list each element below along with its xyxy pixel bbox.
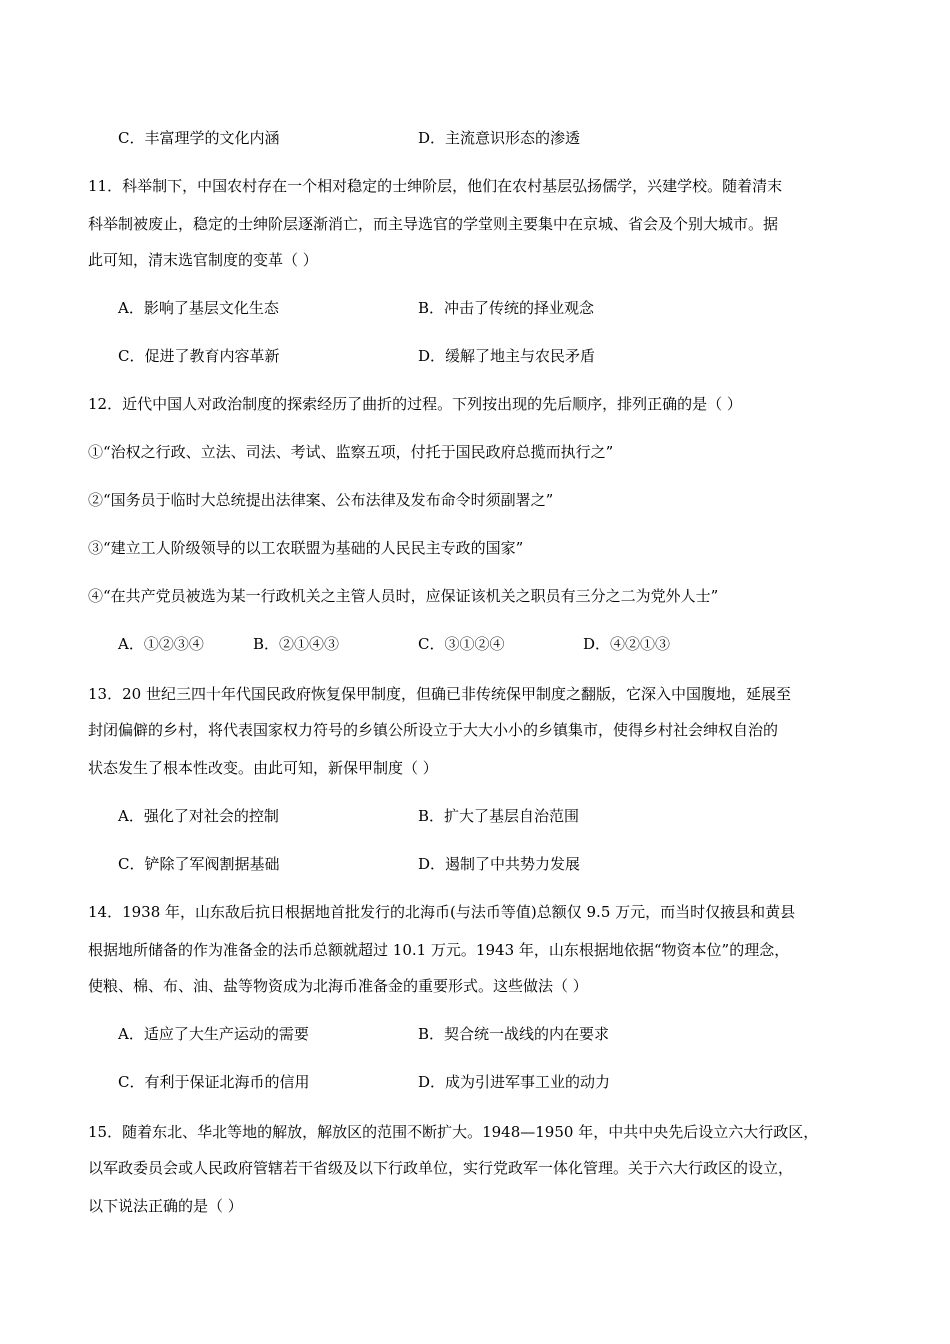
q12-option-d: D．④②①③ xyxy=(583,635,671,653)
q10-option-d: D．主流意识形态的渗透 xyxy=(418,129,581,147)
q15-stem-line-2: 以军政委员会或人民政府管辖若干省级及以下行政单位，实行党政军一体化管理。关于六大行政区的设立， xyxy=(88,1159,794,1177)
q12-item-3: ③“建立工人阶级领导的以工农联盟为基础的人民民主专政的国家” xyxy=(88,539,524,557)
q12-item-4: ④“在共产党员被选为某一行政机关之主管人员时，应保证该机关之职员有三分之二为党外人士” xyxy=(88,587,719,605)
q13-stem-line-1: 13．20 世纪三四十年代国民政府恢复保甲制度，但确已非传统保甲制度之翻版，它深入中国腹地，延展至 xyxy=(88,685,791,703)
q12-option-a: A．①②③④ xyxy=(118,635,204,653)
q12-option-c: C．③①②④ xyxy=(418,635,505,653)
q14-option-c: C．有利于保证北海币的信用 xyxy=(118,1073,310,1091)
q13-option-b: B．扩大了基层自治范围 xyxy=(418,807,580,825)
q12-item-1: ①“治权之行政、立法、司法、考试、监察五项，付托于国民政府总揽而执行之” xyxy=(88,443,614,461)
q14-stem-line-3: 使粮、棉、布、油、盐等物资成为北海币准备金的重要形式。这些做法（ ） xyxy=(88,977,588,995)
q11-stem-line-2: 科举制被废止，稳定的士绅阶层逐渐消亡，而主导选官的学堂则主要集中在京城、省会及个别大城市。据 xyxy=(88,215,779,233)
q14-stem-line-1: 14．1938 年，山东敌后抗日根据地首批发行的北海币(与法币等值)总额仅 9.5 万元，而当时仅掖县和黄县 xyxy=(88,903,796,921)
q12-item-2: ②“国务员于临时大总统提出法律案、公布法律及发布命令时须副署之” xyxy=(88,491,554,509)
q15-stem-line-1: 15．随着东北、华北等地的解放，解放区的范围不断扩大。1948—1950 年，中共中央先后设立六大行政区， xyxy=(88,1123,819,1141)
q12-option-b: B．②①④③ xyxy=(253,635,340,653)
q14-option-d: D．成为引进军事工业的动力 xyxy=(418,1073,611,1091)
q11-stem-line-1: 11．科举制下，中国农村存在一个相对稳定的士绅阶层，他们在农村基层弘扬儒学，兴建学校。随着清末 xyxy=(88,177,783,195)
q11-option-b: B．冲击了传统的择业观念 xyxy=(418,299,595,317)
q11-stem-line-3: 此可知，清末选官制度的变革（ ） xyxy=(88,251,318,269)
q13-stem-line-3: 状态发生了根本性改变。由此可知，新保甲制度（ ） xyxy=(88,759,438,777)
q15-stem-line-3: 以下说法正确的是（ ） xyxy=(88,1197,243,1215)
q13-option-d: D．遏制了中共势力发展 xyxy=(418,855,581,873)
q14-option-a: A．适应了大生产运动的需要 xyxy=(118,1025,309,1043)
q11-option-d: D．缓解了地主与农民矛盾 xyxy=(418,347,596,365)
q13-stem-line-2: 封闭偏僻的乡村，将代表国家权力符号的乡镇公所设立于大大小小的乡镇集市，使得乡村社会绅权自治的 xyxy=(88,721,779,739)
q11-option-a: A．影响了基层文化生态 xyxy=(118,299,279,317)
q14-stem-line-2: 根据地所储备的作为准备金的法币总额就超过 10.1 万元。1943 年，山东根据地依据“物资本位”的理念， xyxy=(88,941,790,959)
q12-stem: 12．近代中国人对政治制度的探索经历了曲折的过程。下列按出现的先后顺序，排列正确的是（ ） xyxy=(88,395,742,413)
q14-option-b: B．契合统一战线的内在要求 xyxy=(418,1025,610,1043)
q10-option-c: C．丰富理学的文化内涵 xyxy=(118,129,280,147)
q13-option-a: A．强化了对社会的控制 xyxy=(118,807,279,825)
q11-option-c: C．促进了教育内容革新 xyxy=(118,347,280,365)
q13-option-c: C．铲除了军阀割据基础 xyxy=(118,855,280,873)
